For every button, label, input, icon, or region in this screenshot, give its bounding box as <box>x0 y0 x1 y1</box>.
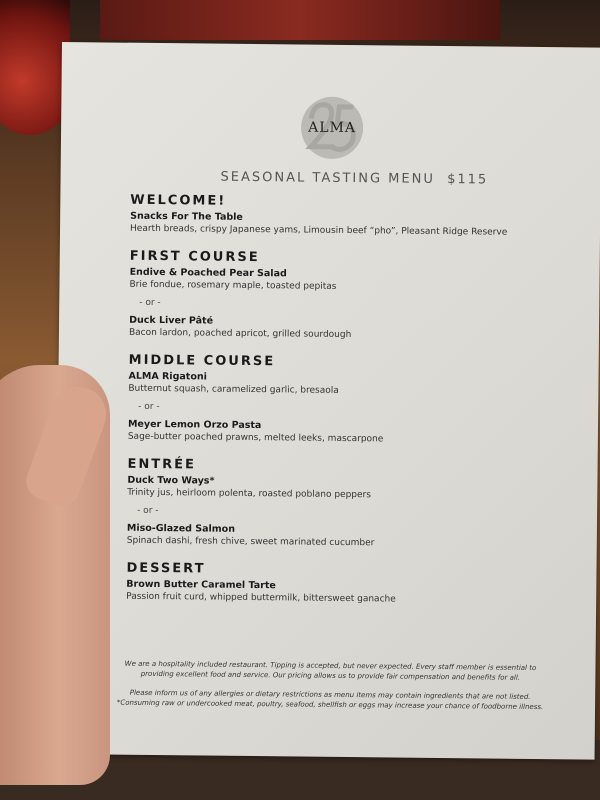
alma-logo <box>301 97 364 160</box>
dish-name: ALMA Rigatoni <box>128 370 207 383</box>
dish-description: Passion fruit curd, whipped buttermilk, bittersweet ganache <box>126 591 396 605</box>
menu-footer <box>115 659 545 713</box>
dish-name: Miso-Glazed Salmon <box>126 522 236 535</box>
dish-name: Brown Butter Caramel Tarte <box>126 578 276 592</box>
allergy-note: Please inform us of any allergies or dietary restrictions as menu items may contain ingredients that are not listed. <box>129 688 531 701</box>
or-separator: - or - <box>139 297 161 309</box>
section-heading: FIRST COURSE <box>129 248 260 266</box>
hospitality-note: We are a hospitality included restaurant. Tipping is accepted, but never expected. Every staff member is essential to providing excellent food and service. Our pricing allows us to provide fair compensation and benefits for all. <box>124 659 537 682</box>
section-heading: WELCOME! <box>130 192 227 209</box>
dish-name: Duck Liver Pâté <box>129 314 214 327</box>
menu-title <box>221 170 489 189</box>
or-separator: - or - <box>138 401 160 413</box>
dish-description: Spinach dashi, fresh chive, sweet marinated cucumber <box>126 535 375 549</box>
menu-body <box>126 193 570 608</box>
dish-name: Endive & Poached Pear Salad <box>129 266 287 280</box>
menu-sheet <box>55 42 600 760</box>
dish-name: Duck Two Ways* <box>127 474 215 487</box>
dish-name: Meyer Lemon Orzo Pasta <box>127 418 262 432</box>
dish-description: Bacon lardon, poached apricot, grilled sourdough <box>128 327 352 341</box>
dish-description: Trinity jus, heirloom polenta, roasted poblano peppers <box>127 487 372 501</box>
section-heading: ENTRÉE <box>127 456 197 473</box>
section-heading: MIDDLE COURSE <box>128 352 276 370</box>
red-lamp <box>0 0 70 135</box>
dish-description: Butternut squash, caramelized garlic, bresaola <box>128 383 339 396</box>
background-cloth <box>100 0 500 40</box>
menu-title-text: SEASONAL TASTING MENU <box>220 169 435 187</box>
section-heading: DESSERT <box>126 560 206 577</box>
dish-name: Snacks For The Table <box>130 210 243 223</box>
raw-food-warning: *Consuming raw or undercooked meat, poultry, seafood, shellfish or eggs may increase your chance of foodborne illness. <box>116 698 544 712</box>
dish-description: Hearth breads, crispy Japanese yams, Limousin beef “pho”, Pleasant Ridge Reserve <box>129 223 508 238</box>
or-separator: - or - <box>137 505 159 517</box>
dish-description: Sage-butter poached prawns, melted leeks, mascarpone <box>127 431 384 445</box>
logo-name: ALMA <box>308 119 357 137</box>
dish-description: Brie fondue, rosemary maple, toasted pepitas <box>129 279 337 292</box>
menu-price: $115 <box>447 172 489 188</box>
